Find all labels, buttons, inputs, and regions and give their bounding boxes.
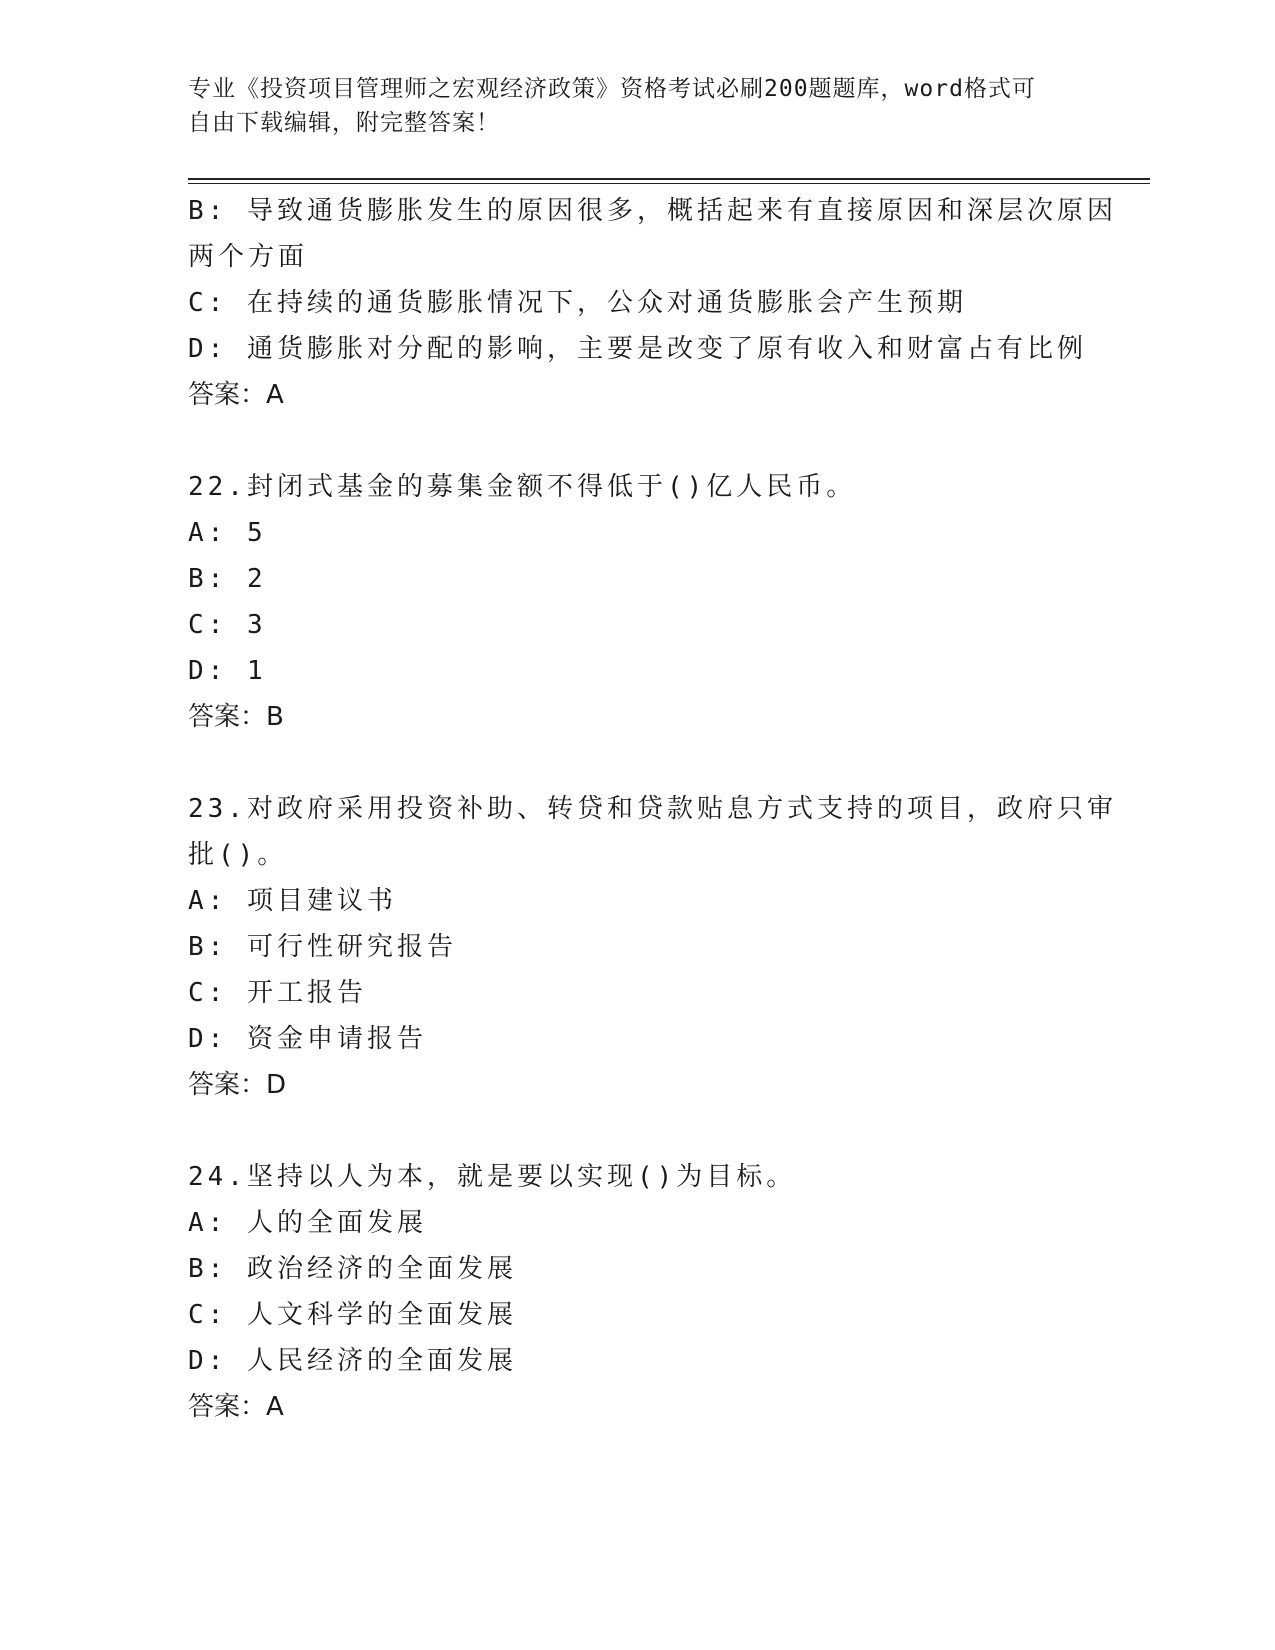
question-23: [188, 786, 1117, 1108]
spacer: [188, 740, 1088, 786]
option-c: C: 3: [188, 610, 267, 640]
option-b: B: 导致通货膨胀发生的原因很多，概括起来有直接原因和深层次原因: [188, 196, 1117, 226]
question-24: [188, 1154, 1088, 1430]
option-d: D: 人民经济的全面发展: [188, 1346, 517, 1376]
question-stem-continued: 批()。: [188, 840, 288, 870]
header-divider-thick: [188, 178, 1150, 180]
option-a: A: 人的全面发展: [188, 1208, 427, 1238]
option-d: D: 1: [188, 656, 267, 686]
document-header: [188, 72, 1068, 140]
option-a: A: 5: [188, 518, 267, 548]
header-title-line1: 专业《投资项目管理师之宏观经济政策》资格考试必刷200题题库，word格式可: [188, 76, 1036, 102]
question-22: [188, 464, 1088, 740]
option-c: C: 人文科学的全面发展: [188, 1300, 517, 1330]
answer: 答案：A: [188, 1392, 284, 1422]
question-stem: 24.坚持以人为本，就是要以实现()为目标。: [188, 1162, 797, 1192]
header-title-line2: 自由下载编辑，附完整答案！: [188, 110, 500, 136]
option-b-continued: 两个方面: [188, 242, 309, 272]
option-b: B: 2: [188, 564, 267, 594]
answer: 答案：D: [188, 1070, 287, 1100]
option-c: C: 开工报告: [188, 978, 367, 1008]
answer: 答案：A: [188, 380, 284, 410]
spacer: [188, 418, 1088, 464]
question-stem: 22.封闭式基金的募集金额不得低于()亿人民币。: [188, 472, 857, 502]
question-21: [188, 188, 1117, 418]
option-b: B: 政治经济的全面发展: [188, 1254, 517, 1284]
header-divider-thin: [188, 183, 1150, 184]
option-d: D: 通货膨胀对分配的影响，主要是改变了原有收入和财富占有比例: [188, 334, 1087, 364]
option-b: B: 可行性研究报告: [188, 932, 457, 962]
question-list: [188, 188, 1117, 1430]
answer: 答案：B: [188, 702, 284, 732]
option-a: A: 项目建议书: [188, 886, 397, 916]
question-stem: 23.对政府采用投资补助、转贷和贷款贴息方式支持的项目，政府只审: [188, 794, 1117, 824]
option-c: C: 在持续的通货膨胀情况下，公众对通货膨胀会产生预期: [188, 288, 967, 318]
spacer: [188, 1108, 1088, 1154]
option-d: D: 资金申请报告: [188, 1024, 427, 1054]
